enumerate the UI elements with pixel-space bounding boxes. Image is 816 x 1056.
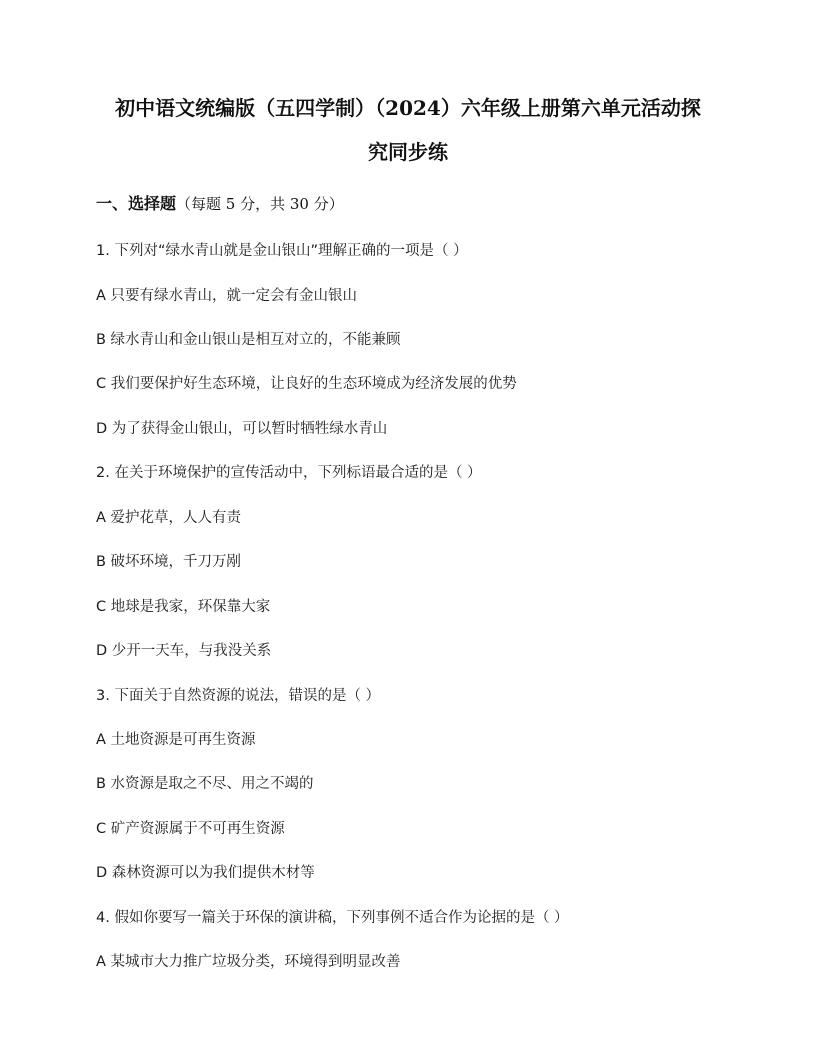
question-1-stem: 1. 下列对“绿水青山就是金山银山”理解正确的一项是（ ） — [96, 243, 468, 259]
question-3-option-c: C 矿产资源属于不可再生资源 — [96, 821, 285, 837]
document-title-line-2: 究同步练 — [368, 140, 448, 164]
question-1-option-b: B 绿水青山和金山银山是相互对立的，不能兼顾 — [96, 332, 401, 348]
question-1-option-d: D 为了获得金山银山，可以暂时牺牲绿水青山 — [96, 421, 388, 437]
question-2-stem: 2. 在关于环境保护的宣传活动中，下列标语最合适的是（ ） — [96, 465, 482, 481]
section-heading-label: 一、选择题 — [96, 194, 177, 213]
section-heading-note: （每题 5 分，共 30 分） — [176, 195, 344, 213]
section-heading — [96, 192, 344, 216]
question-2-option-a: A 爱护花草，人人有责 — [96, 510, 242, 526]
question-2-option-c: C 地球是我家，环保靠大家 — [96, 599, 271, 615]
question-1-option-a: A 只要有绿水青山，就一定会有金山银山 — [96, 288, 358, 304]
document-title-line-1: 初中语文统编版（五四学制）（2024）六年级上册第六单元活动探 — [115, 96, 701, 120]
question-1-option-c: C 我们要保护好生态环境，让良好的生态环境成为经济发展的优势 — [96, 376, 517, 392]
question-3-option-d: D 森林资源可以为我们提供木材等 — [96, 865, 315, 881]
question-3-option-b: B 水资源是取之不尽、用之不竭的 — [96, 776, 314, 792]
question-2-option-d: D 少开一天车，与我没关系 — [96, 643, 272, 659]
question-4-stem: 4. 假如你要写一篇关于环保的演讲稿，下列事例不适合作为论据的是（ ） — [96, 910, 569, 926]
question-3-option-a: A 土地资源是可再生资源 — [96, 732, 256, 748]
question-4-option-a: A 某城市大力推广垃圾分类，环境得到明显改善 — [96, 954, 401, 970]
question-2-option-b: B 破坏环境，千刀万剐 — [96, 554, 242, 570]
question-3-stem: 3. 下面关于自然资源的说法，错误的是（ ） — [96, 688, 381, 704]
